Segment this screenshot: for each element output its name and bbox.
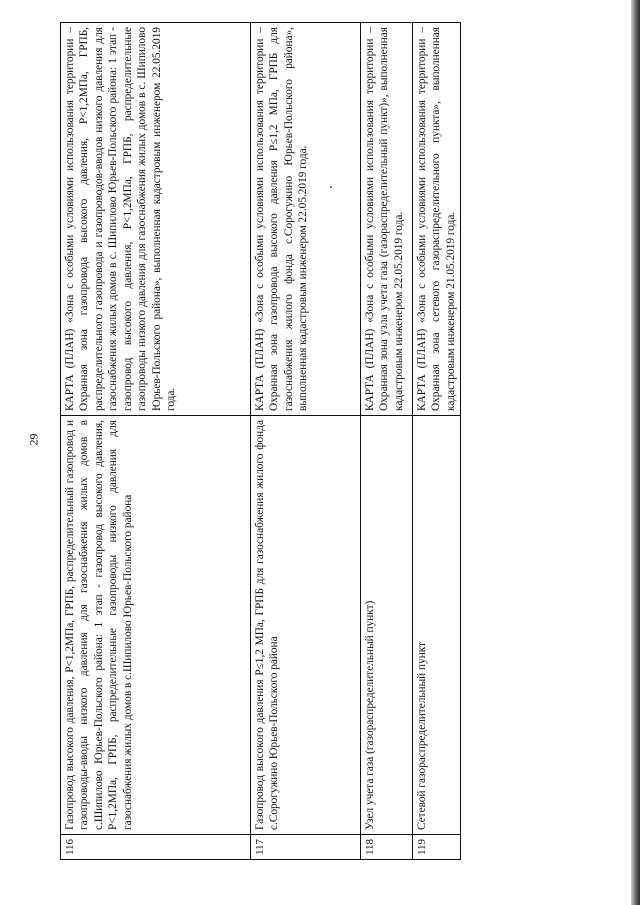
document-description: КАРТА (ПЛАН) «Зона с особыми условиями использования территории – Охранная зона газопровода высокого давления, Р<1,2МПа, ГРПБ, распределительного газопровода и газопроводов-вводов низкого давления для газоснабжения жилых домов в с. Шипилово Юрьев-Польского района: 1 этап - газопровод высокого давления, Р<1,2МПа, ГРПБ, распределительные газопроводы низкого давления для газоснабжения жилых домов в с. Шипилово Юрьев-Польского района», выполненная кадастровым инженером 22.05.2019 года. <box>61 23 251 416</box>
object-description: Узел учета газа (газораспределительный пункт) <box>361 416 413 835</box>
scan-edge-shadow <box>631 0 640 905</box>
object-description: Газопровод высокого давления Р≤1,2 МПа, ГРПБ для газоснабжения жилого фонда с.Сорогужино Юрьев-Польского района <box>251 416 361 835</box>
document-description: КАРТА (ПЛАН) «Зона с особыми условиями использования территории – Охранная зона узла учета газа (газораспределительный пункт)», выполненная кадастровым инженером 22.05.2019 года. <box>361 23 413 416</box>
table-row <box>413 23 461 860</box>
table-row <box>361 23 413 860</box>
row-number: 118 <box>361 835 413 860</box>
object-description: Газопровод высокого давления, Р<1,2МПа, ГРПБ, распределительный газопровод и газопроводы-вводы низкого давления для газоснабжения жилых домов в с.Шипилово Юрьев-Польского района: 1 этап - газопровод высокого давления, Р<1,2МПа, ГРПБ, распределительные газопроводы низкого давления для газоснабжения жилых домов в с.Шипилово Юрьев-Польского района <box>61 416 251 835</box>
page-number: 29 <box>26 433 41 446</box>
table-row <box>61 23 251 860</box>
rotated-sheet <box>60 27 460 860</box>
table-row <box>251 23 361 860</box>
row-number: 119 <box>413 835 461 860</box>
document-description: КАРТА (ПЛАН) «Зона с особыми условиями использования территории – Охранная зона сетевого газораспределительного пункта», выполненная кадастровым инженером 21.05.2019 года. <box>413 23 461 416</box>
row-number: 117 <box>251 835 361 860</box>
zones-table <box>60 22 461 860</box>
row-number: 116 <box>61 835 251 860</box>
object-description: Сетевой газораспределительный пункт <box>413 416 461 835</box>
document-description: КАРТА (ПЛАН) «Зона с особыми условиями использования территории – Охранная зона газопровода высокого давления Р≤1,2 МПа, ГРПБ для газоснабжения жилого фонда с.Сорогужино Юрьев-Польского района», выполненная кадастровым инженером 22.05.2019 года. <box>251 23 361 416</box>
